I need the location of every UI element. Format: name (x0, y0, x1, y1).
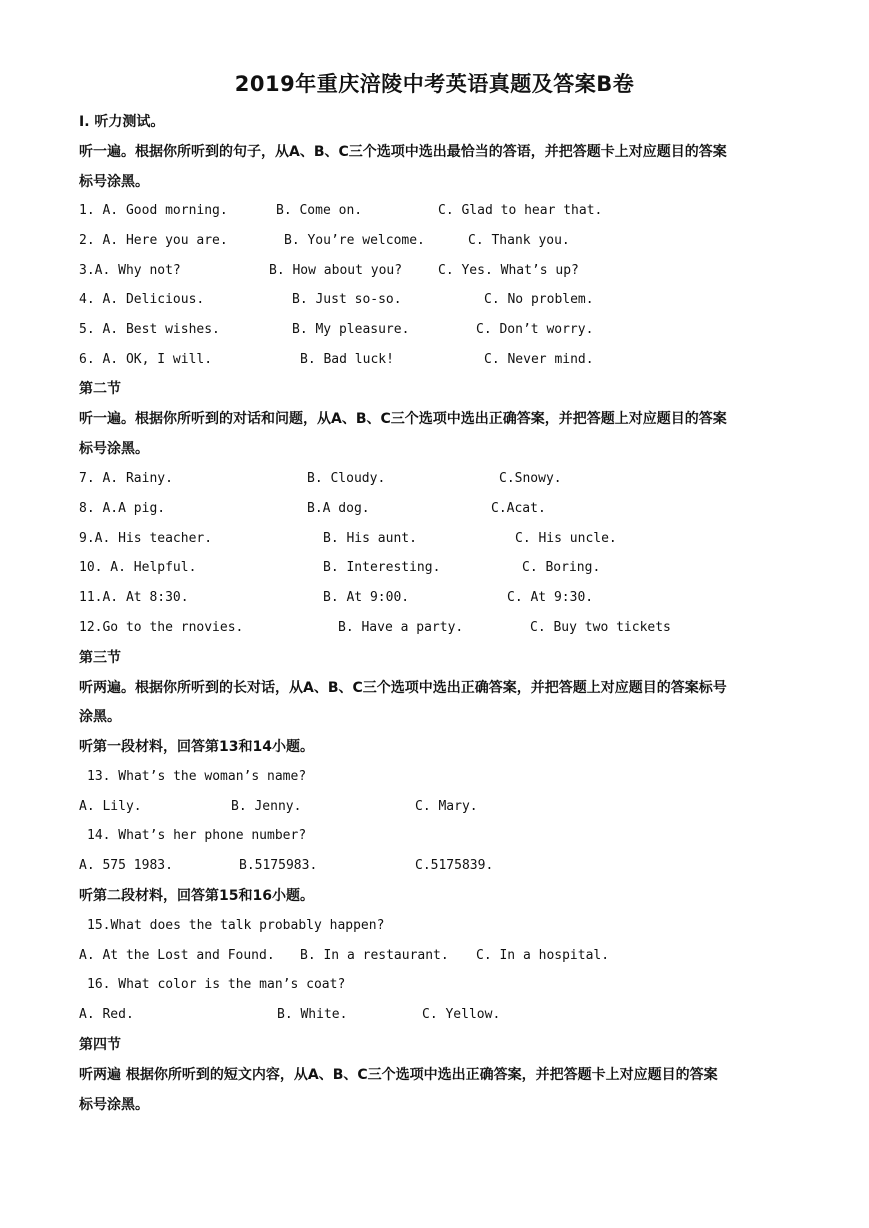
option-a: 3.A. Why not? (79, 263, 181, 278)
option-a: 7. A. Rainy. (79, 471, 173, 486)
option-b: B. Jenny. (231, 799, 302, 814)
option-a: 2. A. Here you are. (79, 233, 228, 248)
option-a: 9.A. His teacher. (79, 531, 213, 546)
section2-instruction-2: 标号涂黑。 (79, 441, 149, 457)
option-c: C. No problem. (484, 292, 594, 307)
option-c: C. His uncle. (515, 531, 617, 546)
option-a: A. At the Lost and Found. (79, 948, 275, 963)
option-b: B. Cloudy. (307, 471, 386, 486)
option-a: A. Lily. (79, 799, 142, 814)
option-b: B. Have a party. (338, 620, 464, 635)
option-b: B. How about you? (269, 263, 403, 278)
option-c: C. Glad to hear that. (438, 203, 603, 218)
section2-instruction-1: 听一遍。根据你所听到的对话和问题，从A、B、C三个选项中选出正确答案，并把答题上对应题目的答案 (79, 411, 727, 427)
option-c: C.Snowy. (499, 471, 562, 486)
part1-heading: 听第一段材料，回答第13和14小题。 (79, 739, 314, 755)
option-c: C. Boring. (522, 560, 601, 575)
option-b: B. You’re welcome. (284, 233, 425, 248)
option-a: A. Red. (79, 1007, 134, 1022)
option-a: 12.Go to the rnovies. (79, 620, 244, 635)
option-a: 5. A. Best wishes. (79, 322, 220, 337)
option-b: B. Come on. (276, 203, 363, 218)
option-c: C.Acat. (491, 501, 546, 516)
option-a: 10. A. Helpful. (79, 560, 197, 575)
option-a: 4. A. Delicious. (79, 292, 205, 307)
part2-heading: 听第二段材料，回答第15和16小题。 (79, 888, 314, 904)
option-a: A. 575 1983. (79, 858, 173, 873)
option-b: B. My pleasure. (292, 322, 410, 337)
option-a: 6. A. OK, I will. (79, 352, 213, 367)
section3-heading: 第三节 (79, 650, 121, 666)
option-b: B. At 9:00. (323, 590, 410, 605)
option-a: 8. A.A pig. (79, 501, 166, 516)
option-c: C. Thank you. (468, 233, 570, 248)
section1-heading: I. 听力测试。 (79, 114, 165, 130)
option-b: B. Just so-so. (292, 292, 402, 307)
section1-instruction-1: 听一遍。根据你所听到的句子，从A、B、C三个选项中选出最恰当的答语，并把答题卡上对应题目的答案 (79, 144, 727, 160)
section3-instruction-1: 听两遍。根据你所听到的长对话，从A、B、C三个选项中选出正确答案，并把答题上对应题目的答案标号 (79, 680, 727, 696)
option-b: B. His aunt. (323, 531, 417, 546)
option-b: B.5175983. (239, 858, 318, 873)
option-c: C. Yes. What’s up? (438, 263, 579, 278)
section4-instruction-2: 标号涂黑。 (79, 1097, 149, 1113)
section1-instruction-2: 标号涂黑。 (79, 174, 149, 190)
option-c: C. In a hospital. (476, 948, 610, 963)
question-15: 15.What does the talk probably happen? (87, 918, 385, 933)
option-c: C. Never mind. (484, 352, 594, 367)
option-b: B. In a restaurant. (300, 948, 449, 963)
option-c: C.5175839. (415, 858, 494, 873)
option-c: C. Yellow. (422, 1007, 501, 1022)
option-a: 1. A. Good morning. (79, 203, 228, 218)
option-c: C. Mary. (415, 799, 478, 814)
option-b: B.A dog. (307, 501, 370, 516)
question-14: 14. What’s her phone number? (87, 828, 307, 843)
section2-heading: 第二节 (79, 381, 121, 397)
option-b: B. White. (277, 1007, 348, 1022)
option-c: C. Buy two tickets (530, 620, 671, 635)
question-13: 13. What’s the woman’s name? (87, 769, 307, 784)
section4-instruction-1: 听两遍 根据你所听到的短文内容，从A、B、C三个选项中选出正确答案，并把答题卡上对应题目的答案 (79, 1067, 718, 1083)
page-title: 2019年重庆涪陵中考英语真题及答案B卷 (234, 72, 635, 96)
section3-instruction-2: 涂黑。 (79, 709, 121, 725)
option-b: B. Interesting. (323, 560, 441, 575)
option-a: 11.A. At 8:30. (79, 590, 189, 605)
section4-heading: 第四节 (79, 1037, 121, 1053)
option-c: C. Don’t worry. (476, 322, 594, 337)
question-16: 16. What color is the man’s coat? (87, 977, 346, 992)
option-b: B. Bad luck! (300, 352, 394, 367)
option-c: C. At 9:30. (507, 590, 594, 605)
